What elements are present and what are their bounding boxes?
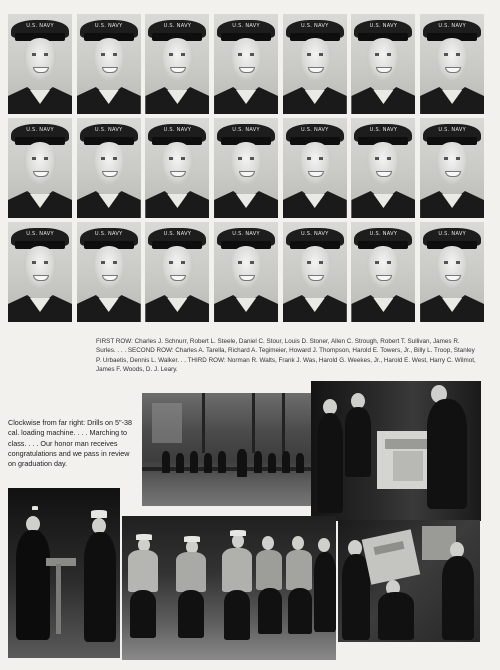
sailor-portrait — [77, 222, 141, 322]
eyes — [444, 157, 460, 160]
eyes — [375, 157, 391, 160]
eyes — [101, 53, 117, 56]
loading-machine-drill-photo — [311, 381, 481, 521]
cap-text: U.S. NAVY — [94, 231, 123, 237]
cap-text: U.S. NAVY — [300, 23, 329, 29]
eyes — [32, 157, 48, 160]
cap-text: U.S. NAVY — [369, 23, 398, 29]
portrait-grid — [8, 14, 482, 322]
cap-text: U.S. NAVY — [300, 231, 329, 237]
sailor-portrait — [214, 14, 278, 114]
face — [161, 38, 193, 80]
face — [24, 246, 56, 288]
face — [299, 246, 331, 288]
eyes — [238, 53, 254, 56]
eyes — [169, 261, 185, 264]
cap-text: U.S. NAVY — [26, 23, 54, 29]
sailor-portrait — [8, 118, 72, 218]
cap-text: U.S. NAVY — [232, 23, 260, 29]
eyes — [32, 53, 48, 56]
photo-captions-text: Clockwise from far right: Drills on 5"-38 cal. loading machine. . . . Marching to class. . . . Our honor man receives congratulations and we pass in review on graduation day. — [8, 418, 132, 469]
cap-text: U.S. NAVY — [300, 127, 329, 133]
face — [367, 142, 399, 184]
face — [299, 142, 331, 184]
cap-text: U.S. NAVY — [438, 127, 466, 133]
cap-text: U.S. NAVY — [163, 127, 192, 133]
cap-text: U.S. NAVY — [94, 127, 123, 133]
cap-text: U.S. NAVY — [163, 23, 192, 29]
sailor-portrait — [145, 222, 209, 322]
sailor-portrait — [145, 14, 209, 114]
sailor-portrait — [8, 14, 72, 114]
sailor-portrait — [8, 222, 72, 322]
face — [93, 246, 125, 288]
face — [161, 246, 193, 288]
eyes — [32, 261, 48, 264]
cap-text: U.S. NAVY — [369, 231, 398, 237]
sailor-portrait — [351, 118, 415, 218]
face — [24, 38, 56, 80]
eyes — [307, 261, 323, 264]
eyes — [444, 261, 460, 264]
face — [367, 246, 399, 288]
face — [161, 142, 193, 184]
face — [230, 142, 262, 184]
eyes — [101, 157, 117, 160]
eyes — [238, 261, 254, 264]
eyes — [375, 261, 391, 264]
loading-machine-photo-2 — [338, 520, 480, 642]
sailor-portrait — [214, 222, 278, 322]
cap-text: U.S. NAVY — [94, 23, 123, 29]
face — [299, 38, 331, 80]
cap-text: U.S. NAVY — [369, 127, 398, 133]
sailor-portrait — [214, 118, 278, 218]
sailor-portrait — [77, 14, 141, 114]
face — [93, 142, 125, 184]
face — [230, 246, 262, 288]
sailor-portrait — [77, 118, 141, 218]
cap-text: U.S. NAVY — [232, 127, 260, 133]
cap-text: U.S. NAVY — [438, 23, 466, 29]
cap-text: U.S. NAVY — [26, 231, 54, 237]
eyes — [101, 261, 117, 264]
eyes — [238, 157, 254, 160]
sailor-portrait — [145, 118, 209, 218]
face — [367, 38, 399, 80]
sailor-portrait — [420, 118, 484, 218]
sailor-portrait — [420, 222, 484, 322]
congratulations-photo — [8, 488, 120, 658]
sailor-portrait — [351, 14, 415, 114]
sailor-portrait — [351, 222, 415, 322]
face — [93, 38, 125, 80]
face — [24, 142, 56, 184]
review-photo — [142, 393, 316, 506]
eyes — [444, 53, 460, 56]
sailor-portrait — [420, 14, 484, 114]
cap-text: U.S. NAVY — [26, 127, 54, 133]
face — [436, 246, 468, 288]
eyes — [307, 157, 323, 160]
marching-to-class-photo — [122, 516, 336, 660]
eyes — [375, 53, 391, 56]
face — [230, 38, 262, 80]
cap-text: U.S. NAVY — [163, 231, 192, 237]
cap-text: U.S. NAVY — [232, 231, 260, 237]
eyes — [169, 53, 185, 56]
sailor-portrait — [283, 222, 347, 322]
face — [436, 142, 468, 184]
portrait-names-caption: FIRST ROW: Charles J. Schnurr, Robert L. Steele, Daniel C. Stour, Louis D. Stoner, Allen C. Strough, Robert T. Sullivan, James R. Surles. . . . SECOND ROW: Charles A. Tarella, Richard A. Tegimeier, Howard J. Thompson, Harold E. Towers, Jr., Billy L. Troop, Stanley P. Urbaetis, Dennis L. Walker. . . THIRD ROW: Norman R. Walts, Frank J. Was, Harold G. Weekes, Jr., Harold E. West, Harry C. Wilmot, James F. Woods, D. J. Leary. — [96, 338, 476, 374]
eyes — [169, 157, 185, 160]
sailor-portrait — [283, 14, 347, 114]
sailor-portrait — [283, 118, 347, 218]
face — [436, 38, 468, 80]
cap-text: U.S. NAVY — [438, 231, 466, 237]
eyes — [307, 53, 323, 56]
